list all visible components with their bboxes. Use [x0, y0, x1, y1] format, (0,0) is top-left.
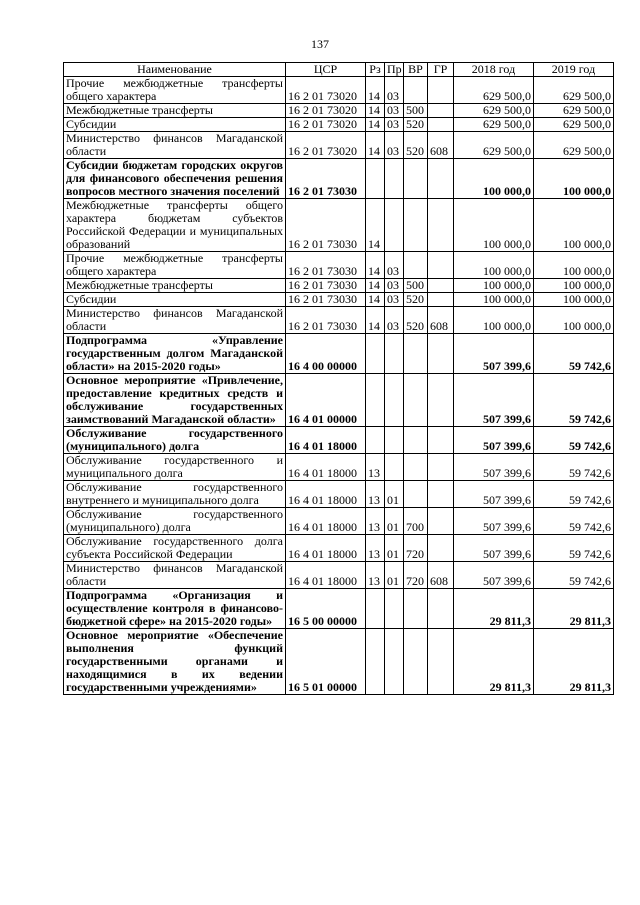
budget-table: [63, 62, 614, 695]
cell-gr: [428, 199, 454, 252]
cell-2018: 507 399,6: [454, 508, 534, 535]
cell-2019: 629 500,0: [534, 132, 614, 159]
cell-pr: [385, 334, 404, 374]
cell-rz: 14: [366, 132, 385, 159]
cell-gr: [428, 481, 454, 508]
cell-name: Обслуживание государственного долга субъекта Российской Федерации: [64, 535, 286, 562]
cell-name: Межбюджетные трансферты общего характера бюджетам субъектов Российской Федерации и муниципальных образований: [64, 199, 286, 252]
cell-name: Межбюджетные трансферты: [64, 279, 286, 293]
cell-2018: 507 399,6: [454, 427, 534, 454]
table-row: [64, 508, 614, 535]
header-pr: Пр: [385, 63, 404, 77]
cell-2018: 100 000,0: [454, 252, 534, 279]
table-row: [64, 199, 614, 252]
cell-rz: 14: [366, 77, 385, 104]
cell-vr: 520: [404, 118, 428, 132]
cell-rz: 14: [366, 252, 385, 279]
cell-2018: 100 000,0: [454, 293, 534, 307]
cell-csr: 16 4 01 18000: [286, 454, 366, 481]
table-row: [64, 427, 614, 454]
cell-2019: 29 811,3: [534, 589, 614, 629]
cell-vr: 500: [404, 104, 428, 118]
cell-vr: 500: [404, 279, 428, 293]
cell-2019: 59 742,6: [534, 535, 614, 562]
cell-name: Прочие межбюджетные трансферты общего характера: [64, 252, 286, 279]
cell-csr: 16 5 00 00000: [286, 589, 366, 629]
cell-pr: 03: [385, 104, 404, 118]
cell-2018: 100 000,0: [454, 199, 534, 252]
table-row: [64, 132, 614, 159]
cell-rz: 13: [366, 454, 385, 481]
cell-pr: [385, 159, 404, 199]
table-row: [64, 279, 614, 293]
cell-csr: 16 4 01 18000: [286, 562, 366, 589]
cell-name: Министерство финансов Магаданской области: [64, 307, 286, 334]
cell-gr: [428, 374, 454, 427]
cell-2019: 629 500,0: [534, 104, 614, 118]
table-row: [64, 589, 614, 629]
cell-gr: [428, 252, 454, 279]
cell-2019: 59 742,6: [534, 427, 614, 454]
cell-csr: 16 4 00 00000: [286, 334, 366, 374]
cell-vr: [404, 629, 428, 695]
cell-vr: [404, 427, 428, 454]
cell-gr: 608: [428, 132, 454, 159]
cell-csr: 16 2 01 73020: [286, 132, 366, 159]
header-csr: ЦСР: [286, 63, 366, 77]
cell-2019: 100 000,0: [534, 159, 614, 199]
cell-csr: 16 5 01 00000: [286, 629, 366, 695]
table-row: [64, 293, 614, 307]
cell-vr: [404, 252, 428, 279]
cell-csr: 16 2 01 73030: [286, 293, 366, 307]
cell-csr: 16 4 01 18000: [286, 508, 366, 535]
header-rz: Рз: [366, 63, 385, 77]
cell-rz: 14: [366, 104, 385, 118]
cell-pr: [385, 629, 404, 695]
cell-rz: [366, 334, 385, 374]
cell-rz: 14: [366, 279, 385, 293]
cell-pr: [385, 374, 404, 427]
cell-rz: 14: [366, 293, 385, 307]
cell-gr: 608: [428, 307, 454, 334]
cell-2019: 29 811,3: [534, 629, 614, 695]
cell-2018: 629 500,0: [454, 118, 534, 132]
header-row: [64, 63, 614, 77]
header-name: Наименование: [64, 63, 286, 77]
cell-gr: [428, 508, 454, 535]
cell-2018: 507 399,6: [454, 334, 534, 374]
cell-rz: 13: [366, 562, 385, 589]
cell-rz: [366, 427, 385, 454]
cell-rz: 14: [366, 307, 385, 334]
cell-name: Подпрограмма «Управление государственным долгом Магаданской области» на 2015-2020 годы»: [64, 334, 286, 374]
cell-name: Обслуживание государственного (муниципального) долга: [64, 427, 286, 454]
table-row: [64, 374, 614, 427]
cell-name: Министерство финансов Магаданской области: [64, 562, 286, 589]
cell-name: Субсидии: [64, 118, 286, 132]
cell-rz: 13: [366, 481, 385, 508]
cell-pr: [385, 589, 404, 629]
header-gr: ГР: [428, 63, 454, 77]
table-row: [64, 118, 614, 132]
cell-2019: 629 500,0: [534, 77, 614, 104]
cell-csr: 16 4 01 18000: [286, 427, 366, 454]
cell-vr: [404, 481, 428, 508]
cell-2019: 59 742,6: [534, 374, 614, 427]
table-row: [64, 77, 614, 104]
cell-pr: 03: [385, 77, 404, 104]
cell-name: Субсидии: [64, 293, 286, 307]
cell-vr: [404, 454, 428, 481]
cell-gr: [428, 629, 454, 695]
cell-gr: [428, 589, 454, 629]
cell-pr: 01: [385, 481, 404, 508]
cell-csr: 16 4 01 00000: [286, 374, 366, 427]
cell-vr: [404, 77, 428, 104]
cell-gr: [428, 454, 454, 481]
cell-vr: 700: [404, 508, 428, 535]
cell-csr: 16 2 01 73030: [286, 279, 366, 293]
cell-pr: 03: [385, 307, 404, 334]
cell-pr: 01: [385, 535, 404, 562]
table-body: [64, 77, 614, 695]
cell-2018: 507 399,6: [454, 562, 534, 589]
cell-rz: 13: [366, 508, 385, 535]
cell-pr: 03: [385, 132, 404, 159]
cell-pr: [385, 427, 404, 454]
cell-pr: 01: [385, 562, 404, 589]
table-row: [64, 104, 614, 118]
cell-2018: 100 000,0: [454, 159, 534, 199]
cell-gr: [428, 104, 454, 118]
cell-2019: 59 742,6: [534, 562, 614, 589]
cell-csr: 16 2 01 73020: [286, 118, 366, 132]
cell-2019: 100 000,0: [534, 307, 614, 334]
cell-2019: 59 742,6: [534, 454, 614, 481]
cell-vr: [404, 159, 428, 199]
cell-2019: 629 500,0: [534, 118, 614, 132]
cell-vr: 520: [404, 132, 428, 159]
cell-pr: 03: [385, 252, 404, 279]
table-row: [64, 159, 614, 199]
cell-name: Обслуживание государственного внутреннего и муниципального долга: [64, 481, 286, 508]
cell-pr: 03: [385, 293, 404, 307]
cell-2019: 100 000,0: [534, 252, 614, 279]
cell-rz: 13: [366, 535, 385, 562]
cell-gr: [428, 535, 454, 562]
cell-2018: 507 399,6: [454, 481, 534, 508]
table-row: [64, 454, 614, 481]
cell-rz: 14: [366, 118, 385, 132]
cell-rz: 14: [366, 199, 385, 252]
cell-pr: [385, 199, 404, 252]
cell-gr: [428, 77, 454, 104]
cell-vr: [404, 199, 428, 252]
cell-name: Межбюджетные трансферты: [64, 104, 286, 118]
cell-2018: 100 000,0: [454, 307, 534, 334]
cell-pr: 03: [385, 279, 404, 293]
table-row: [64, 562, 614, 589]
cell-2018: 29 811,3: [454, 589, 534, 629]
cell-2019: 59 742,6: [534, 508, 614, 535]
cell-vr: 520: [404, 293, 428, 307]
cell-2019: 59 742,6: [534, 481, 614, 508]
page-number: 137: [311, 37, 329, 51]
cell-gr: [428, 118, 454, 132]
cell-rz: [366, 374, 385, 427]
cell-2019: 100 000,0: [534, 199, 614, 252]
header-2018: 2018 год: [454, 63, 534, 77]
cell-gr: [428, 159, 454, 199]
cell-name: Обслуживание государственного и муниципального долга: [64, 454, 286, 481]
cell-name: Основное мероприятие «Привлечение, предоставление кредитных средств и обслуживание государственных заимствований Магаданской области»: [64, 374, 286, 427]
table-row: [64, 629, 614, 695]
cell-name: Основное мероприятие «Обеспечение выполнения функций государственными органами и находящимися в их ведении государственными учреждениями»: [64, 629, 286, 695]
cell-name: Подпрограмма «Организация и осуществление контроля в финансово-бюджетной сфере» на 2015-2020 годы»: [64, 589, 286, 629]
cell-pr: [385, 454, 404, 481]
cell-rz: [366, 589, 385, 629]
cell-2018: 100 000,0: [454, 279, 534, 293]
cell-2018: 629 500,0: [454, 104, 534, 118]
cell-csr: 16 2 01 73030: [286, 307, 366, 334]
cell-csr: 16 2 01 73020: [286, 77, 366, 104]
cell-csr: 16 4 01 18000: [286, 481, 366, 508]
cell-name: Прочие межбюджетные трансферты общего характера: [64, 77, 286, 104]
cell-gr: [428, 427, 454, 454]
cell-name: Министерство финансов Магаданской области: [64, 132, 286, 159]
cell-2019: 100 000,0: [534, 293, 614, 307]
cell-gr: [428, 334, 454, 374]
cell-name: Обслуживание государственного (муниципального) долга: [64, 508, 286, 535]
table-row: [64, 334, 614, 374]
cell-2019: 100 000,0: [534, 279, 614, 293]
cell-csr: 16 2 01 73030: [286, 159, 366, 199]
cell-csr: 16 2 01 73030: [286, 199, 366, 252]
cell-gr: [428, 279, 454, 293]
cell-2018: 507 399,6: [454, 454, 534, 481]
cell-pr: 03: [385, 118, 404, 132]
table-row: [64, 481, 614, 508]
cell-vr: [404, 374, 428, 427]
cell-rz: [366, 159, 385, 199]
cell-csr: 16 2 01 73020: [286, 104, 366, 118]
cell-2018: 629 500,0: [454, 77, 534, 104]
header-vr: ВР: [404, 63, 428, 77]
cell-2018: 507 399,6: [454, 374, 534, 427]
table-row: [64, 535, 614, 562]
cell-vr: 720: [404, 535, 428, 562]
cell-name: Субсидии бюджетам городских округов для финансового обеспечения решения вопросов местного значения поселений: [64, 159, 286, 199]
cell-gr: 608: [428, 562, 454, 589]
cell-vr: 520: [404, 307, 428, 334]
cell-vr: 720: [404, 562, 428, 589]
cell-gr: [428, 293, 454, 307]
cell-csr: 16 4 01 18000: [286, 535, 366, 562]
cell-pr: 01: [385, 508, 404, 535]
cell-rz: [366, 629, 385, 695]
cell-2018: 507 399,6: [454, 535, 534, 562]
cell-2018: 29 811,3: [454, 629, 534, 695]
table-row: [64, 252, 614, 279]
cell-vr: [404, 334, 428, 374]
cell-csr: 16 2 01 73030: [286, 252, 366, 279]
header-2019: 2019 год: [534, 63, 614, 77]
cell-vr: [404, 589, 428, 629]
cell-2018: 629 500,0: [454, 132, 534, 159]
table-row: [64, 307, 614, 334]
cell-2019: 59 742,6: [534, 334, 614, 374]
